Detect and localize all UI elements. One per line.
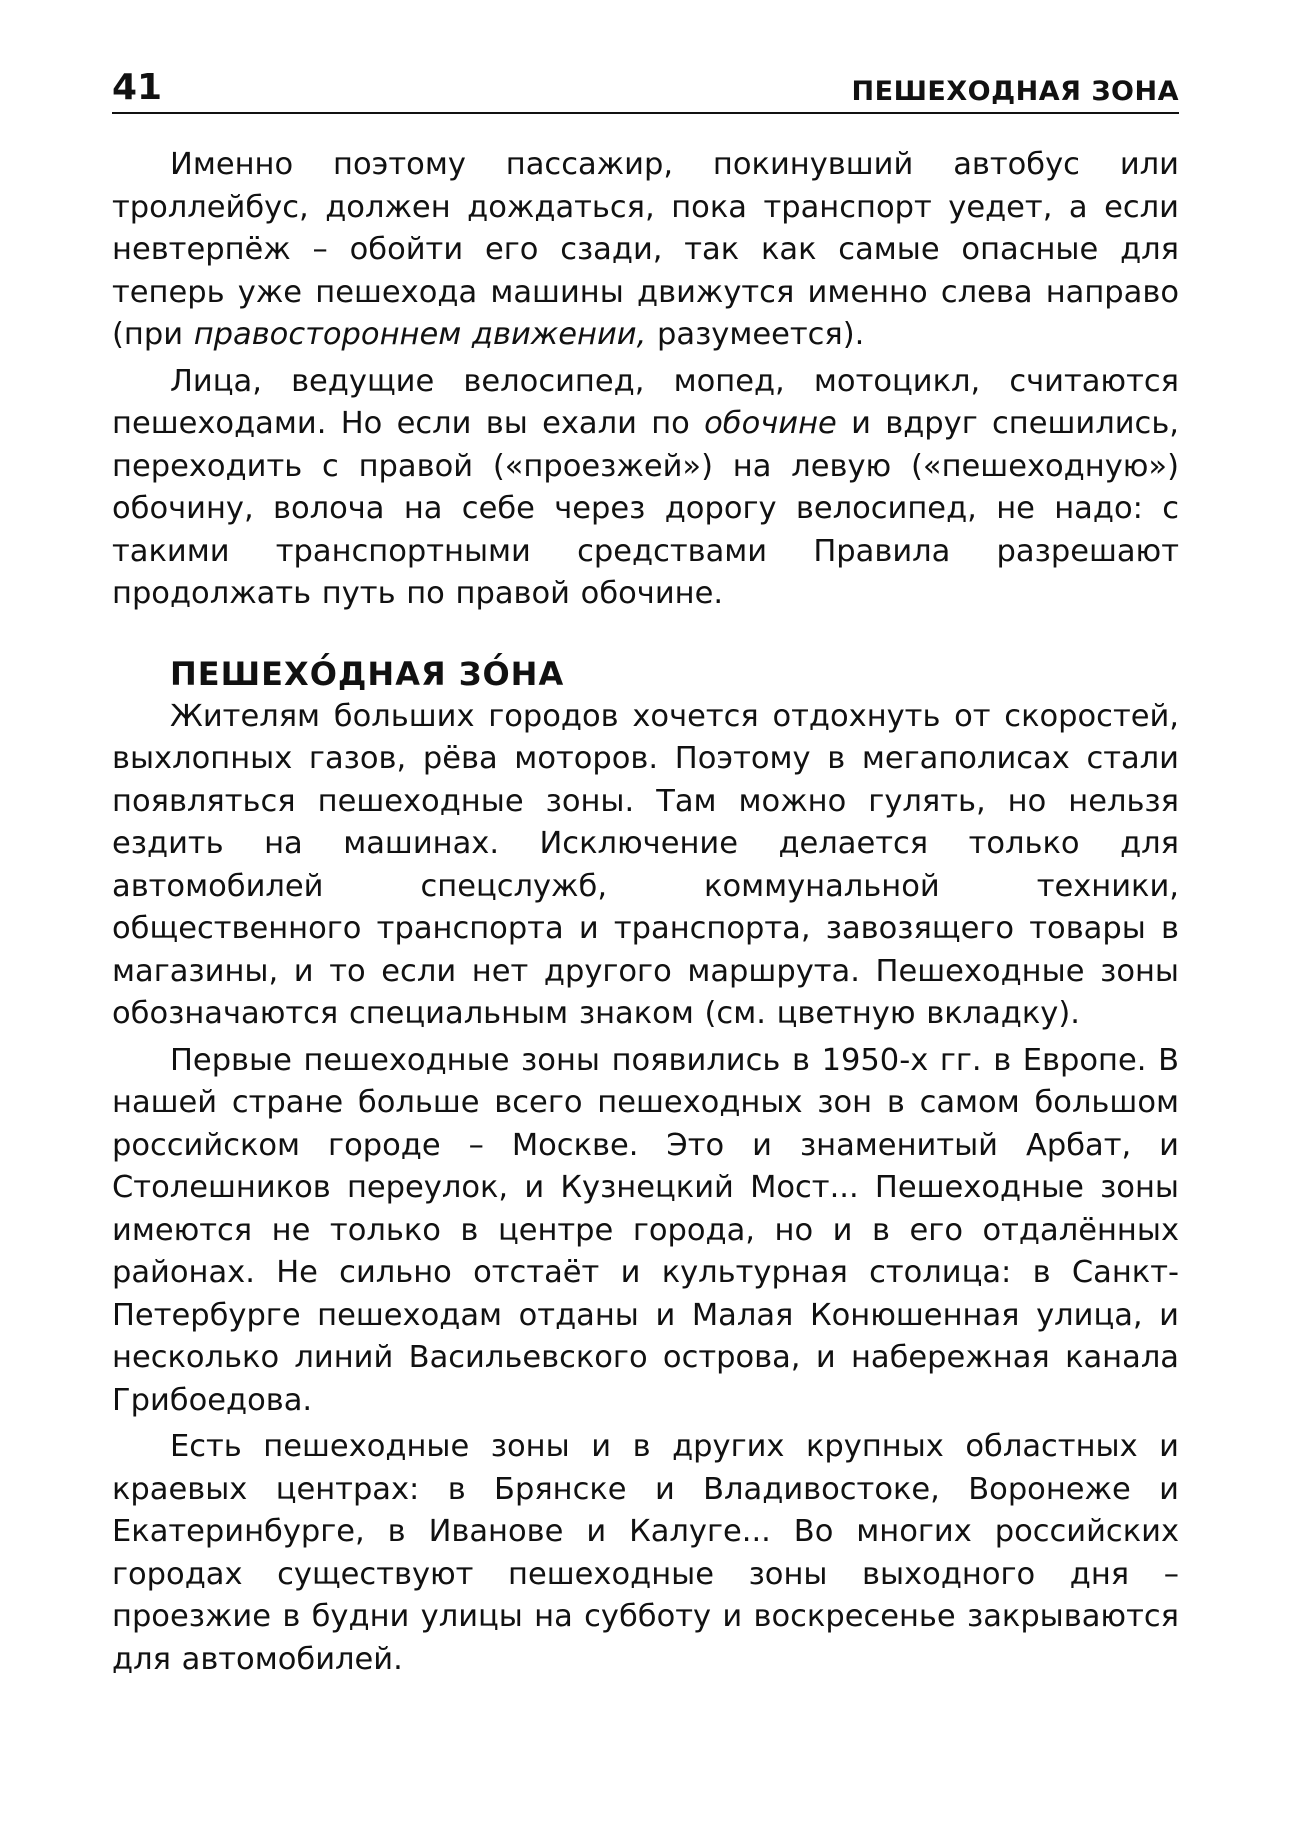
paragraph: Жителям больших городов хочется отдохнуть от скоростей, выхлопных газов, рёва моторов. Поэтому в мегаполисах стали появляться пешеходные зоны. Там можно гулять, но нельзя ездить на машинах. Исключение делается только для автомобилей спецслужб, коммунальной техники, общественного транспорта и транспорта, завозящего товары в магазины, и то если нет другого маршрута. Пешеходные зоны обозначаются специальным знаком (см. цветную вкладку). — [112, 698, 1179, 1031]
section-heading: ПЕШЕХО́ДНАЯ ЗО́НА — [170, 654, 565, 693]
page-header — [112, 60, 1179, 114]
paragraph: Первые пешеходные зоны появились в 1950-х гг. в Европе. В нашей стране больше всего пешеходных зон в самом большом российском городе – Москве. Это и знаменитый Арбат, и Столешников переулок, и Кузнецкий Мост... Пешеходные зоны имеются не только в центре города, но и в его отдалённых районах. Не сильно отстаёт и культурная столица: в Санкт-Петербурге пешеходам отданы и Малая Конюшенная улица, и несколько линий Васильевского острова, и набережная канала Грибоедова. — [112, 1042, 1179, 1418]
paragraph: Лица, ведущие велосипед, мопед, мотоцикл, считаются пешеходами. Но если вы ехали по обочине и вдруг спешились, переходить с правой («проезжей») на левую («пешеходную») обочину, волоча на себе через дорогу велосипед, не надо: с такими транспортными средствами Правила разрешают продолжать путь по правой обочине. — [112, 363, 1179, 611]
page-number: 41 — [112, 67, 163, 108]
paragraph: Есть пешеходные зоны и в других крупных областных и краевых центрах: в Брянске и Владивостоке, Воронеже и Екатеринбурге, в Иванове и Калуге... Во многих российских городах существуют пешеходные зоны выходного дня – проезжие в будни улицы на субботу и воскресенье закрываются для автомобилей. — [112, 1429, 1179, 1677]
running-title: ПЕШЕХОДНАЯ ЗОНА — [851, 76, 1179, 107]
paragraph: Именно поэтому пассажир, покинувший автобус или троллейбус, должен дождаться, пока транспорт уедет, а если невтерпёж – обойти его сзади, так как самые опасные для теперь уже пешехода машины движутся именно слева направо (при правостороннем движении, разумеется). — [112, 147, 1179, 352]
book-page — [112, 60, 1179, 1681]
article-body — [112, 144, 1179, 1681]
